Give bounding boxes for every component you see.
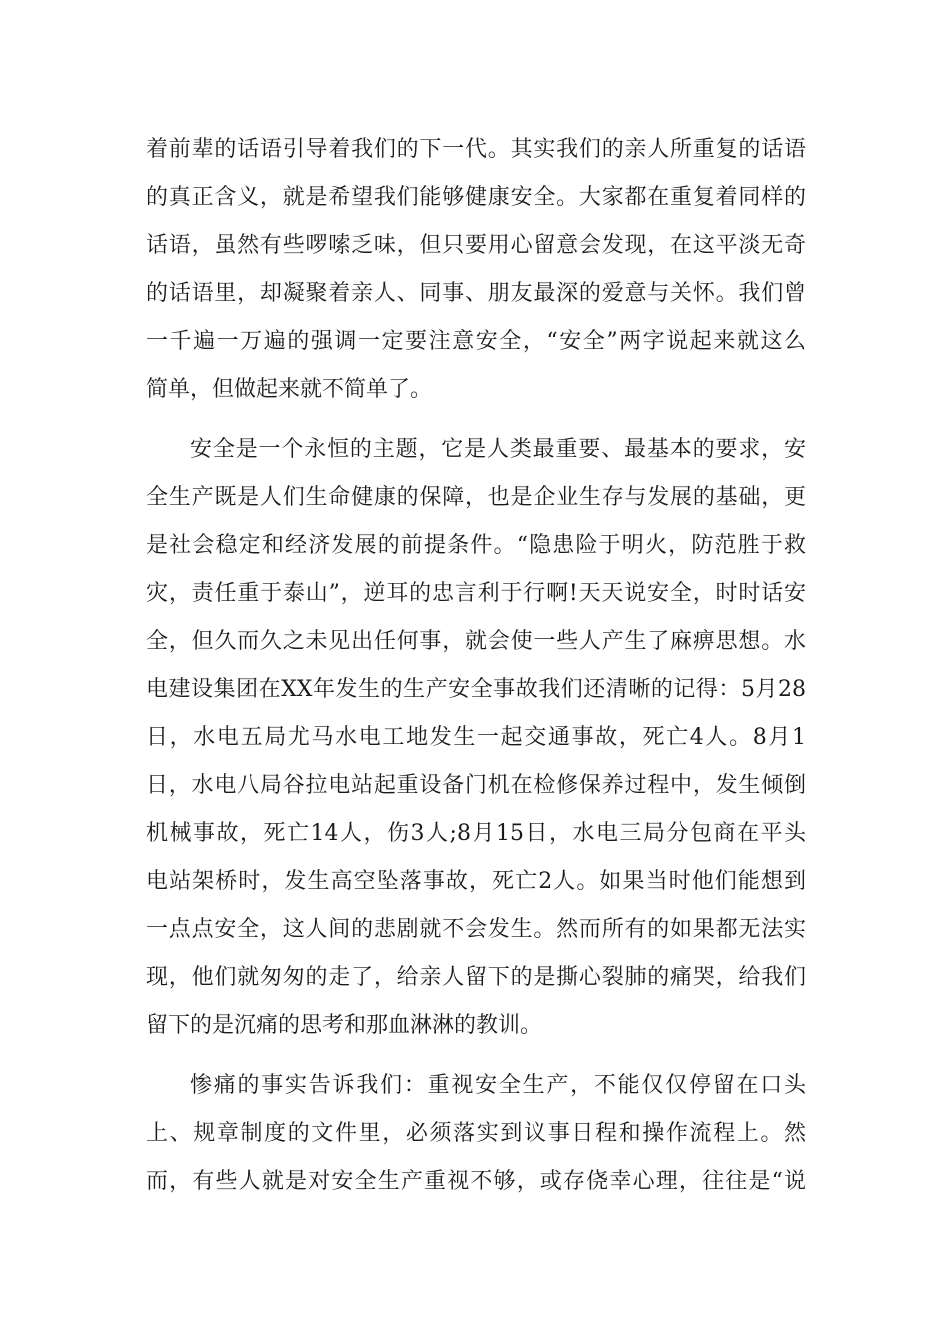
text-line: 灾，责任重于泰山”，逆耳的忠言利于行啊!天天说安全，时时话安 bbox=[146, 581, 806, 606]
paragraph-first-line: 安全是一个永恒的主题，它是人类最重要、最基本的要求，安 bbox=[190, 437, 806, 462]
text-line: 话语，虽然有些啰嗦乏味，但只要用心留意会发现，在这平淡无奇 bbox=[146, 233, 806, 258]
text-line: 上、规章制度的文件里，必须落实到议事日程和操作流程上。然 bbox=[146, 1121, 806, 1146]
text-line: 日，水电五局尤马水电工地发生一起交通事故，死亡4人。8月1 bbox=[146, 725, 806, 750]
text-line: 日，水电八局谷拉电站起重设备门机在检修保养过程中，发生倾倒 bbox=[146, 773, 806, 798]
text-line: 一千遍一万遍的强调一定要注意安全，“安全”两字说起来就这么 bbox=[146, 329, 806, 354]
text-line: 现，他们就匆匆的走了，给亲人留下的是撕心裂肺的痛哭，给我们 bbox=[146, 965, 806, 990]
text-line: 留下的是沉痛的思考和那血淋淋的教训。 bbox=[146, 1013, 543, 1038]
text-line: 的真正含义，就是希望我们能够健康安全。大家都在重复着同样的 bbox=[146, 185, 806, 210]
text-line: 一点点安全，这人间的悲剧就不会发生。然而所有的如果都无法实 bbox=[146, 917, 806, 942]
text-line: 是社会稳定和经济发展的前提条件。“隐患险于明火，防范胜于救 bbox=[146, 533, 806, 558]
text-line: 着前辈的话语引导着我们的下一代。其实我们的亲人所重复的话语 bbox=[146, 137, 806, 162]
paragraph-first-line: 惨痛的事实告诉我们：重视安全生产，不能仅仅停留在口头 bbox=[190, 1073, 806, 1098]
text-line: 而，有些人就是对安全生产重视不够，或存侥幸心理，往往是“说 bbox=[146, 1169, 806, 1194]
text-line: 全生产既是人们生命健康的保障，也是企业生存与发展的基础，更 bbox=[146, 485, 806, 510]
text-line: 简单，但做起来就不简单了。 bbox=[146, 377, 433, 402]
text-line: 电站架桥时，发生高空坠落事故，死亡2人。如果当时他们能想到 bbox=[146, 869, 806, 894]
text-line: 的话语里，却凝聚着亲人、同事、朋友最深的爱意与关怀。我们曾 bbox=[146, 281, 806, 306]
text-line: 电建设集团在XX年发生的生产安全事故我们还清晰的记得：5月28 bbox=[146, 677, 806, 702]
text-line: 机械事故，死亡14人，伤3人;8月15日，水电三局分包商在平头 bbox=[146, 821, 806, 846]
text-line: 全，但久而久之未见出任何事，就会使一些人产生了麻痹思想。水 bbox=[146, 629, 806, 654]
